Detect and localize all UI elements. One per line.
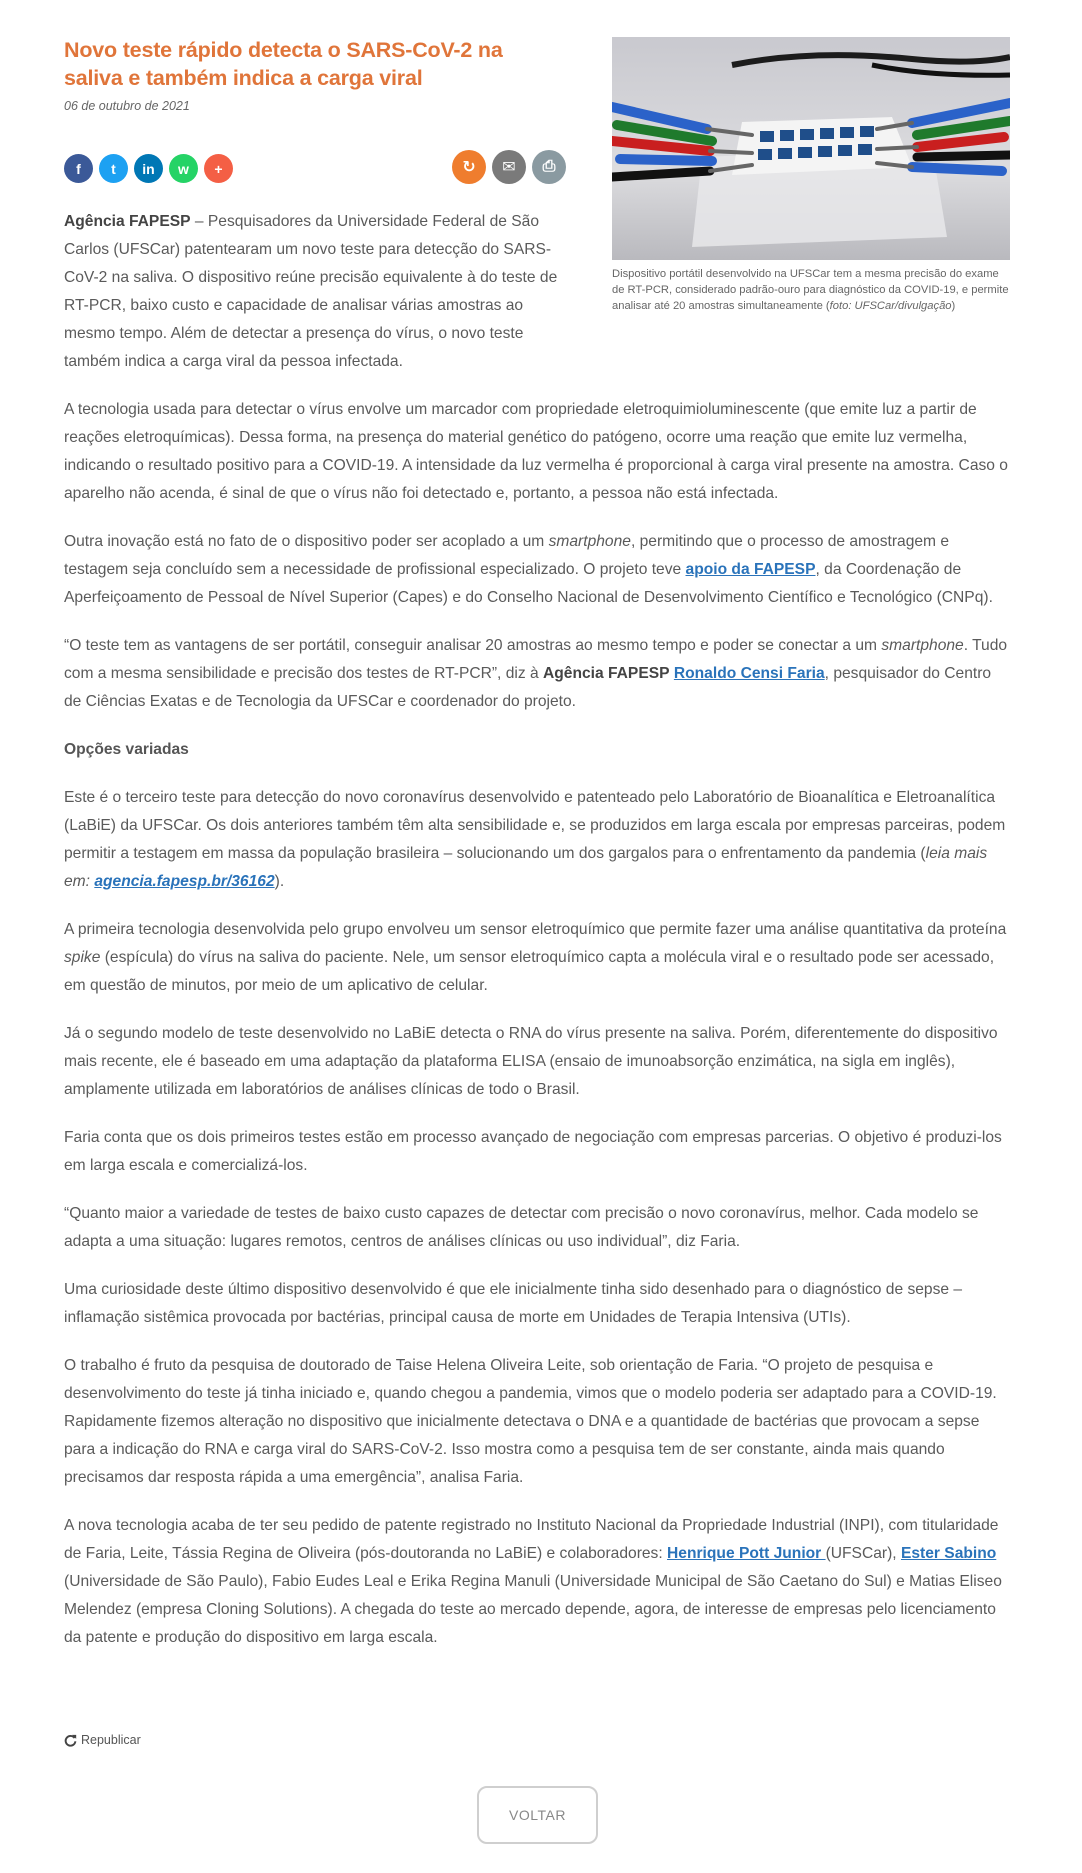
republish-link[interactable]	[64, 1733, 141, 1747]
social-share-group	[64, 154, 233, 183]
tools-group	[452, 150, 566, 184]
paragraph-12: A nova tecnologia acaba de ter seu pedido de patente registrado no Instituto Nacional da Propriedade Industrial (INPI), com titularidade de Faria, Leite, Tássia Regina de Oliveira (pós-doutoranda no LaBiE) e colaboradores: Henrique Pott Junior (UFSCar), Ester Sabino (Universidade de São Paulo), Fabio Eudes Leal e Erika Regina Manuli (Universidade Municipal de São Caetano do Sul) e Matias Eliseo Melendez (empresa Cloning Solutions). A chegada do teste ao mercado depende, agora, de interesse de empresas pelo licenciamento da patente e produção do dispositivo em larga escala.	[64, 1517, 1002, 1646]
linkedin-share-icon[interactable]: in	[134, 154, 163, 183]
article-page	[64, 36, 1010, 1823]
agency-lead: Agência FAPESP	[64, 213, 191, 230]
twitter-share-icon[interactable]: t	[99, 154, 128, 183]
paragraph-10: Uma curiosidade deste último dispositivo desenvolvido é que ele inicialmente tinha sido desenhado para o diagnóstico de sepse – inflamação sistêmica provocada por bactérias, principal causa de morte em Unidades de Terapia Intensiva (UTIs).	[64, 1281, 963, 1326]
agencia-fapesp-link[interactable]: agencia.fapesp.br/36162	[94, 873, 275, 890]
paragraph-6: A primeira tecnologia desenvolvida pelo grupo envolveu um sensor eletroquímico que permite fazer uma análise quantitativa da proteína spike (espícula) do vírus na saliva do paciente. Nele, um sensor eletroquímico capta a molécula viral e o resultado pode ser acessado, em questão de minutos, por meio de um aplicativo de celular.	[64, 921, 1007, 994]
article-body	[64, 208, 1010, 1672]
facebook-share-icon[interactable]: f	[64, 154, 93, 183]
photo-credit: foto: UFSCar/divulgação	[829, 300, 952, 312]
henrique-pott-link[interactable]: Henrique Pott Junior	[667, 1545, 826, 1562]
paragraph-8: Faria conta que os dois primeiros testes estão em processo avançado de negociação com empresas parcerias. O objetivo é produzi-los em larga escala e comercializá-los.	[64, 1129, 1002, 1174]
paragraph-7: Já o segundo modelo de teste desenvolvido no LaBiE detecta o RNA do vírus presente na saliva. Porém, diferentemente do dispositivo mais recente, ele é baseado em uma adaptação da plataforma ELISA (ensaio de imunoabsorção enzimática, na sigla em inglês), amplamente utilizada em laboratórios de análises clínicas de todo o Brasil.	[64, 1025, 998, 1098]
ester-sabino-link[interactable]: Ester Sabino	[900, 1545, 997, 1562]
section-heading: Opções variadas	[64, 741, 189, 758]
paragraph-3: Outra inovação está no fato de o dispositivo poder ser acoplado a um smartphone, permitindo que o processo de amostragem e testagem seja concluído sem a necessidade de profissional especializado. O projeto teve apoio da FAPESP, da Coordenação de Aperfeiçoamento de Pessoal de Nível Superior (Capes) e do Conselho Nacional de Desenvolvimento Científico e Tecnológico (CNPq).	[64, 533, 993, 606]
image-caption: Dispositivo portátil desenvolvido na UFSCar tem a mesma precisão do exame de RT-PCR, considerado padrão-ouro para diagnóstico da COVID-19, e permite analisar até 20 amostras simultaneamente (foto: UFSCar/divulgação)	[612, 268, 1009, 312]
article-date: 06 de outubro de 2021	[64, 99, 190, 113]
refresh-icon	[64, 1734, 77, 1747]
paragraph-9: “Quanto maior a variedade de testes de baixo custo capazes de detectar com precisão o novo coronavírus, melhor. Cada modelo se adapta a uma situação: lugares remotos, centros de análises clínicas ou uso individual”, diz Faria.	[64, 1205, 979, 1250]
article-title: Novo teste rápido detecta o SARS-CoV-2 na saliva e também indica a carga viral	[64, 38, 503, 90]
paragraph-4: “O teste tem as vantagens de ser portátil, conseguir analisar 20 amostras ao mesmo tempo e poder se conectar a um smartphone. Tudo com a mesma sensibilidade e precisão dos testes de RT-PCR”, diz à Agência FAPESP Ronaldo Censi Faria, pesquisador do Centro de Ciências Exatas e de Tecnologia da UFSCar e coordenador do projeto.	[64, 637, 1008, 710]
paragraph-2: A tecnologia usada para detectar o vírus envolve um marcador com propriedade eletroquimioluminescente (que emite luz a partir de reações eletroquímicas). Dessa forma, na presença do material genético do patógeno, ocorre uma reação que emite luz vermelha, indicando o resultado positivo para a COVID-19. A intensidade da luz vermelha é proporcional à carga viral presente na amostra. Caso o aparelho não acenda, é sinal de que o vírus não foi detectado e, portanto, a pessoa não está infectada.	[64, 401, 1008, 502]
paragraph-5: Este é o terceiro teste para detecção do novo coronavírus desenvolvido e patenteado pelo Laboratório de Bioanalítica e Eletroanalítica (LaBiE) da UFSCar. Os dois anteriores também têm alta sensibilidade e, se produzidos em larga escala por empresas parceiras, podem permitir a testagem em massa da população brasileira – solucionando um dos gargalos para o enfrentamento da pandemia (leia mais em: agencia.fapesp.br/36162).	[64, 789, 1006, 890]
more-share-icon[interactable]: +	[204, 154, 233, 183]
republish-label: Republicar	[81, 1733, 141, 1747]
email-icon[interactable]: ✉	[492, 150, 526, 184]
share-bar	[64, 150, 569, 186]
whatsapp-share-icon[interactable]: w	[169, 154, 198, 183]
paragraph-1: Agência FAPESP – Pesquisadores da Universidade Federal de São Carlos (UFSCar) patentearam um novo teste para detecção do SARS-CoV-2 na saliva. O dispositivo reúne precisão equivalente à do teste de RT-PCR, baixo custo e capacidade de analisar várias amostras ao mesmo tempo. Além de detectar a presença do vírus, o novo teste também indica a carga viral da pessoa infectada.	[64, 213, 558, 370]
republish-icon[interactable]: ↻	[452, 150, 486, 184]
back-button[interactable]: VOLTAR	[477, 1786, 598, 1844]
ronaldo-faria-link[interactable]: Ronaldo Censi Faria	[673, 665, 825, 682]
print-icon[interactable]: ⎙	[532, 150, 566, 184]
fapesp-support-link[interactable]: apoio da FAPESP	[685, 561, 816, 578]
paragraph-11: O trabalho é fruto da pesquisa de doutorado de Taise Helena Oliveira Leite, sob orientação de Faria. “O projeto de pesquisa e desenvolvimento do teste já tinha iniciado e, quando chegou a pandemia, vimos que o modelo poderia ser adaptado para a COVID-19. Rapidamente fizemos alteração no dispositivo que inicialmente detectava o DNA e a quantidade de bactérias que provocam a sepse para a indicação do RNA e carga viral do SARS-CoV-2. Isso mostra como a pesquisa tem de ser constante, ainda mais quando precisamos dar resposta rápida a uma emergência”, analisa Faria.	[64, 1357, 997, 1486]
